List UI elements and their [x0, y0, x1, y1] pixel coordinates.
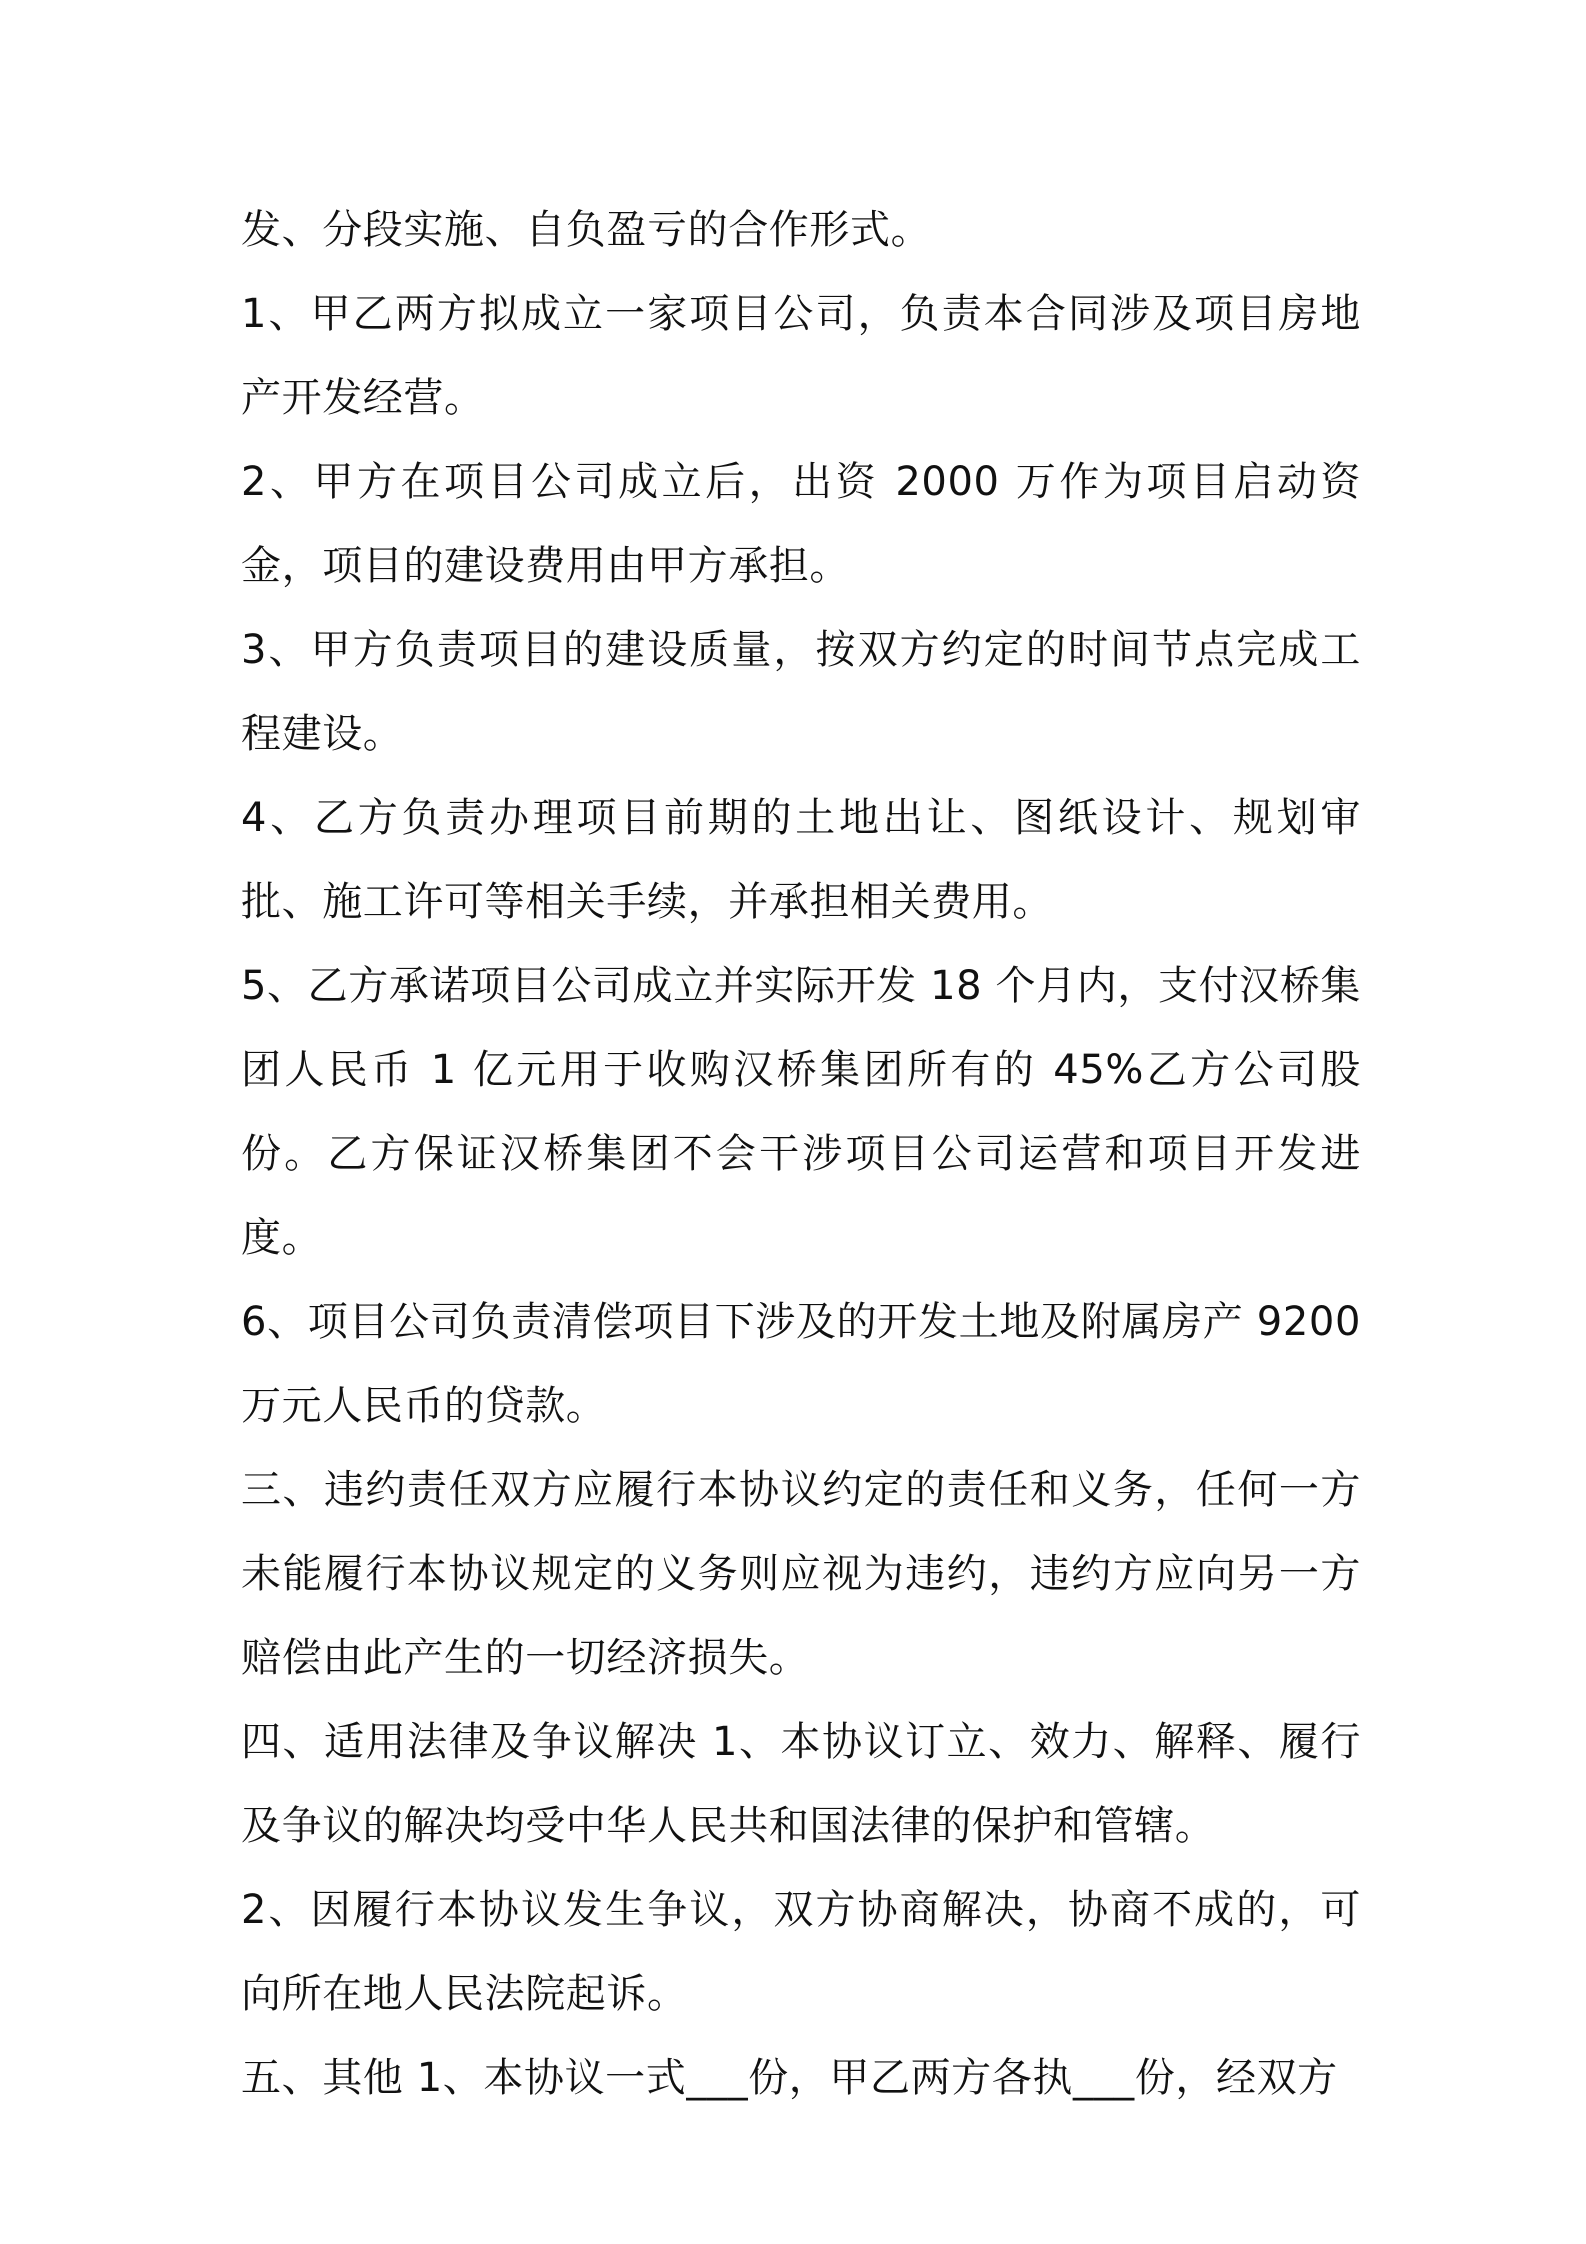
document-body — [241, 188, 1361, 2120]
clause-dispute-litigation: 2、因履行本协议发生争议，双方协商解决，协商不成的，可向所在地人民法院起诉。 — [241, 1887, 1361, 2017]
clause-1-project-company: 1、甲乙两方拟成立一家项目公司，负责本合同涉及项目房地产开发经营。 — [241, 291, 1361, 421]
paragraph-cooperation-form: 发、分段实施、自负盈亏的合作形式。 — [241, 207, 932, 253]
clause-3-construction-quality: 3、甲方负责项目的建设质量，按双方约定的时间节点完成工程建设。 — [241, 627, 1361, 757]
clause-4-procedures: 4、乙方负责办理项目前期的土地出让、图纸设计、规划审批、施工许可等相关手续，并承担相关费用。 — [241, 795, 1361, 925]
clause-5-share-purchase: 5、乙方承诺项目公司成立并实际开发 18 个月内，支付汉桥集团人民币 1 亿元用于收购汉桥集团所有的 45%乙方公司股份。乙方保证汉桥集团不会干涉项目公司运营和项目开发进度。 — [241, 963, 1361, 1261]
section-4-applicable-law: 四、适用法律及争议解决 1、本协议订立、效力、解释、履行及争议的解决均受中华人民共和国法律的保护和管辖。 — [241, 1719, 1361, 1849]
clause-2-startup-capital: 2、甲方在项目公司成立后，出资 2000 万作为项目启动资金，项目的建设费用由甲方承担。 — [241, 459, 1361, 589]
clause-6-loan-repayment: 6、项目公司负责清偿项目下涉及的开发土地及附属房产 9200 万元人民币的贷款。 — [241, 1299, 1361, 1429]
section-3-breach-liability: 三、违约责任双方应履行本协议约定的责任和义务，任何一方未能履行本协议规定的义务则应视为违约，违约方应向另一方赔偿由此产生的一切经济损失。 — [241, 1467, 1361, 1681]
section-5-other: 五、其他 1、本协议一式___份，甲乙两方各执___份，经双方 — [241, 2055, 1338, 2101]
